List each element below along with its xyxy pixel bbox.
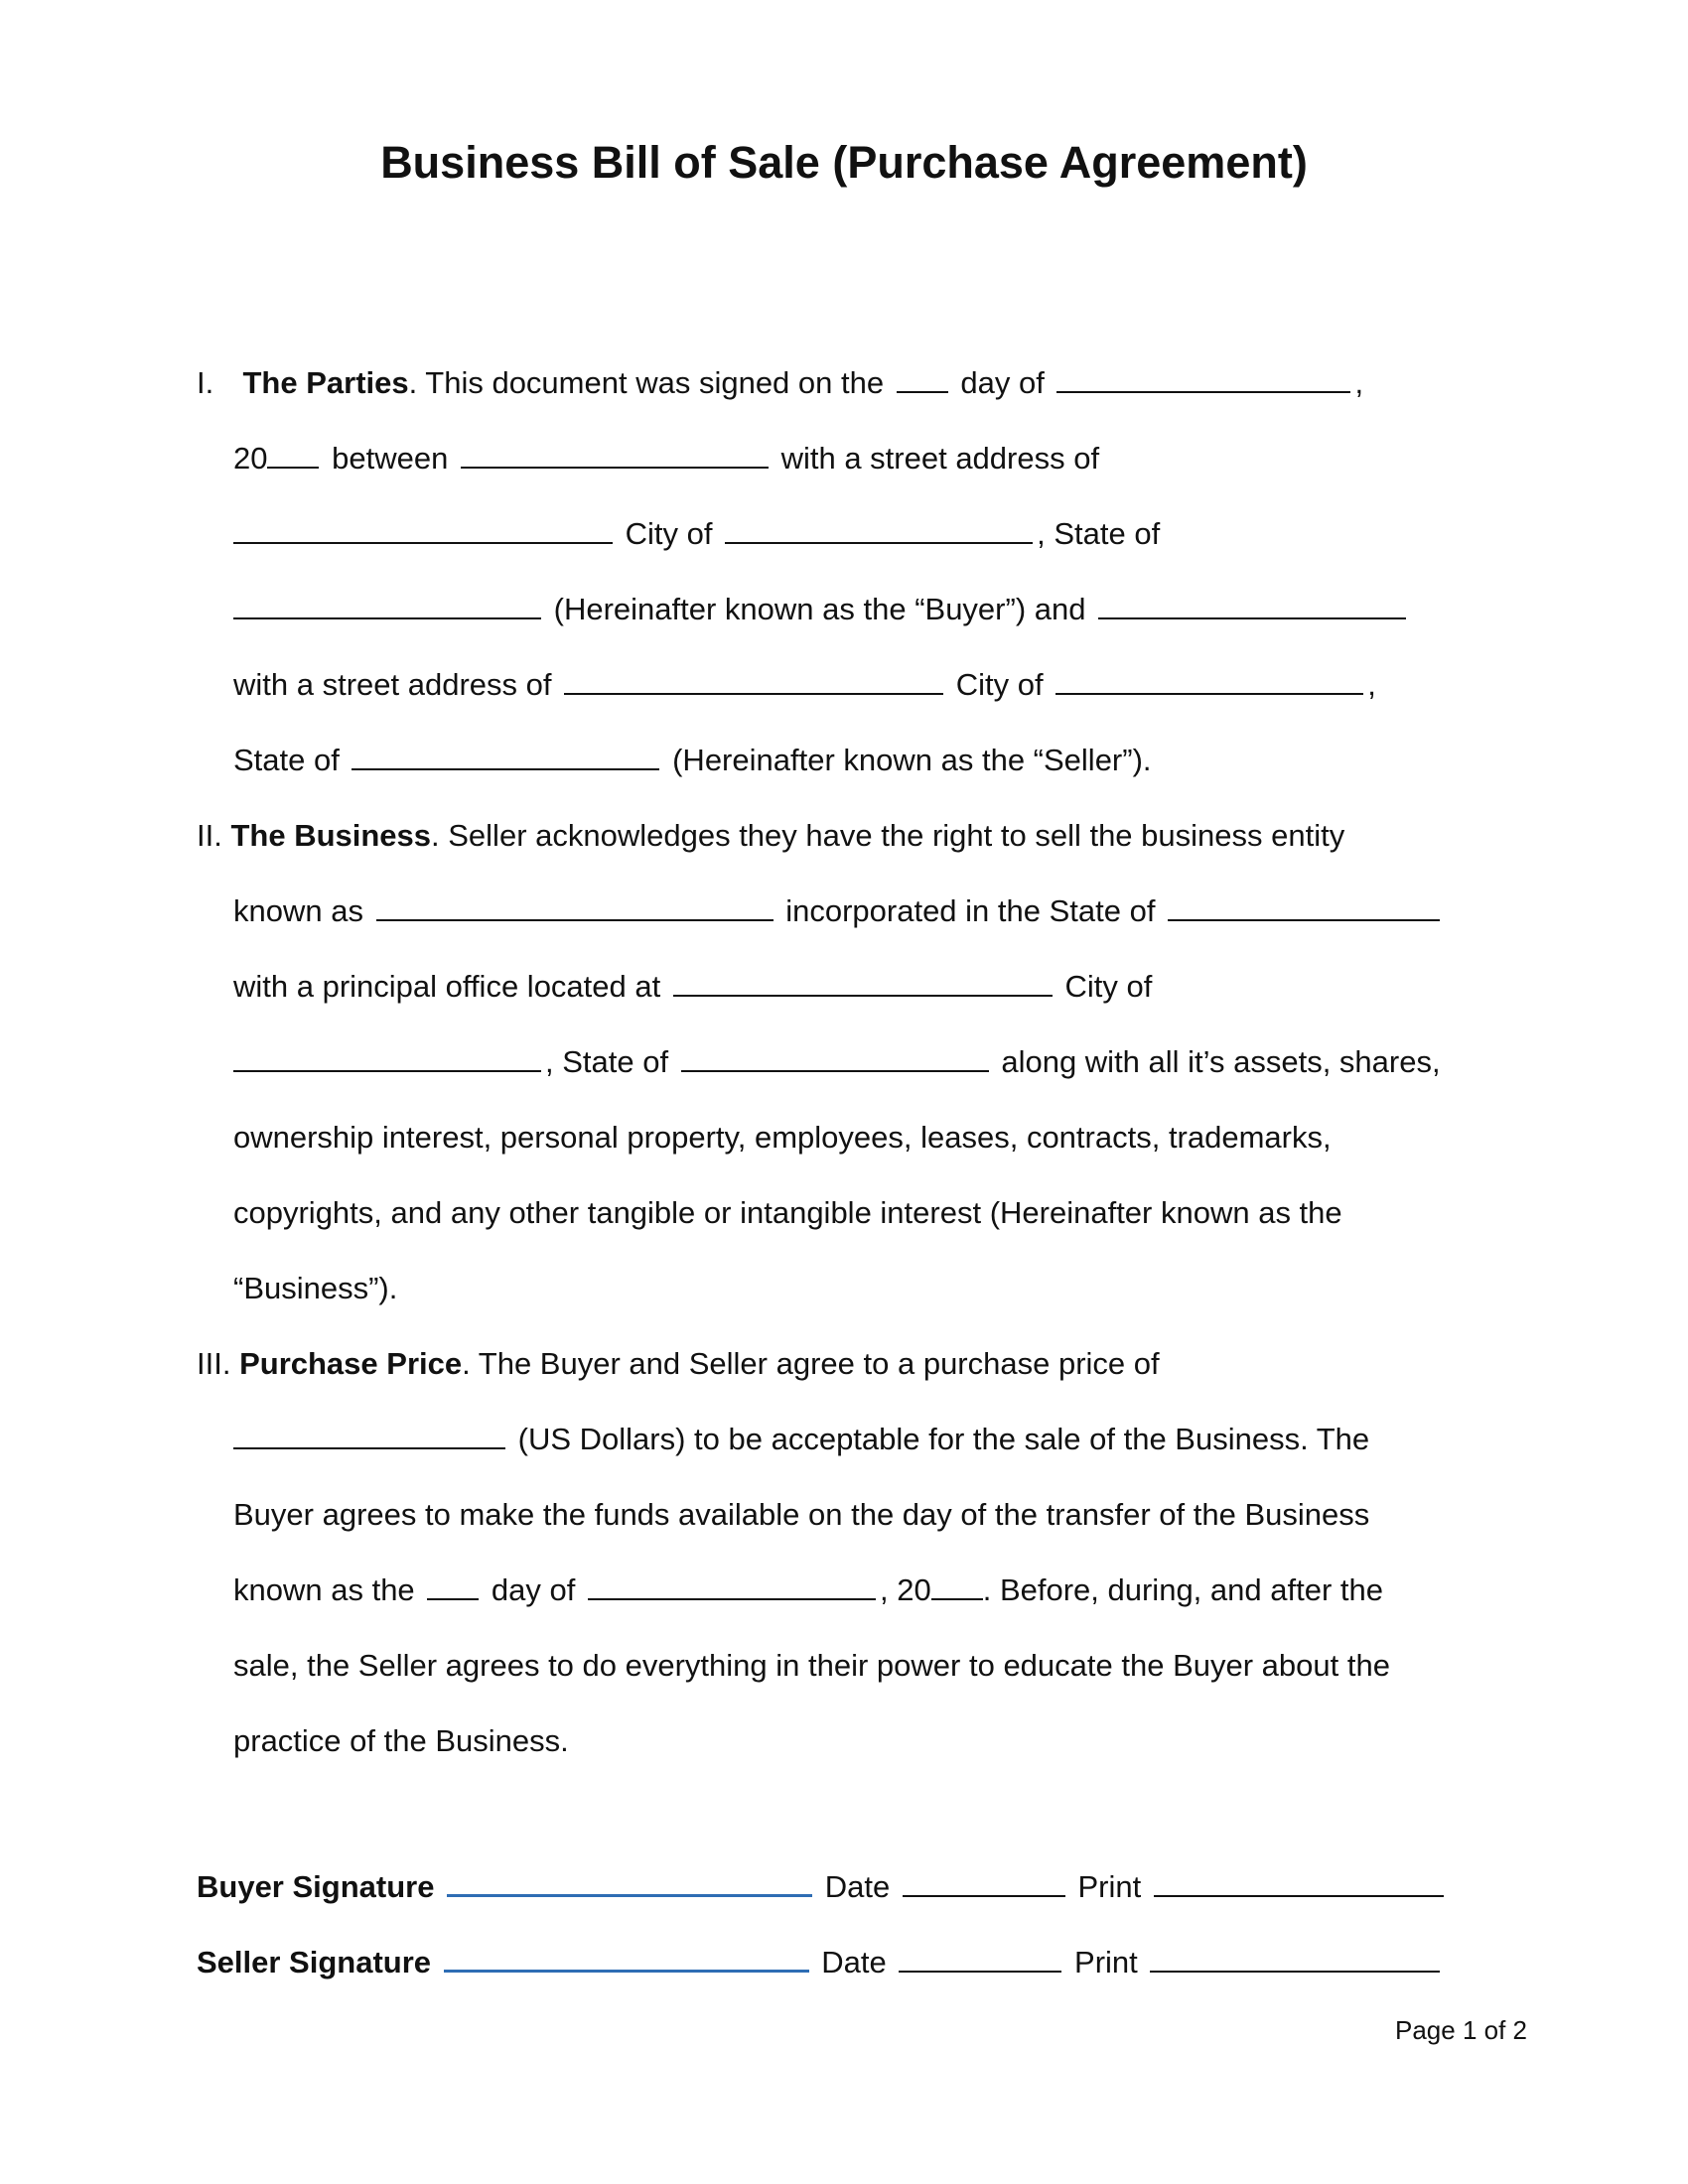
seller-date-field[interactable] <box>899 1943 1061 1973</box>
business-name-field[interactable] <box>376 891 774 921</box>
seller-print-label: Print <box>1074 1945 1138 1979</box>
signing-day-field[interactable] <box>897 363 948 393</box>
buyer-state-field[interactable] <box>233 590 541 619</box>
parties-line-1: I. The Parties. This document was signed on the day of , <box>197 365 1364 400</box>
buyer-date-field[interactable] <box>903 1867 1065 1897</box>
office-state-field[interactable] <box>681 1042 989 1072</box>
seller-print-field[interactable] <box>1150 1943 1440 1973</box>
section-numeral: III. <box>197 1346 231 1381</box>
parties-line-4: (Hereinafter known as the “Buyer”) and <box>233 590 1410 629</box>
seller-signature-field[interactable] <box>444 1942 809 1973</box>
parties-line-6: State of (Hereinafter known as the “Seller”). <box>233 743 1152 777</box>
section-heading-business: The Business <box>230 818 432 853</box>
buyer-street-field[interactable] <box>233 514 613 544</box>
business-line-1: II. The Business. Seller acknowledges they have the right to sell the business entity <box>197 818 1345 853</box>
business-line-4: , State of along with all it’s assets, shares, <box>233 1042 1441 1082</box>
seller-state-field[interactable] <box>352 741 659 770</box>
signing-month-field[interactable] <box>1056 363 1350 393</box>
seller-signature-row <box>197 1942 1444 1982</box>
transfer-day-field[interactable] <box>427 1570 479 1600</box>
buyer-print-label: Print <box>1077 1869 1142 1904</box>
buyer-print-field[interactable] <box>1154 1867 1444 1897</box>
parties-line-2: 20 between with a street address of <box>233 441 1100 476</box>
buyer-date-label: Date <box>824 1869 891 1904</box>
document-title: Business Bill of Sale (Purchase Agreement) <box>380 137 1308 188</box>
office-address-field[interactable] <box>673 967 1053 997</box>
price-line-6: practice of the Business. <box>233 1723 569 1758</box>
price-line-3: Buyer agrees to make the funds available on the day of the transfer of the Business <box>233 1497 1370 1532</box>
section-numeral: II. <box>197 818 222 853</box>
parties-line-3: City of , State of <box>233 514 1160 554</box>
transfer-month-field[interactable] <box>588 1570 876 1600</box>
buyer-city-field[interactable] <box>725 514 1033 544</box>
buyer-signature-label: Buyer Signature <box>197 1869 435 1904</box>
section-numeral: I. <box>197 365 214 400</box>
price-line-1: III. Purchase Price. The Buyer and Seller agree to a purchase price of <box>197 1346 1160 1381</box>
business-line-2: known as incorporated in the State of <box>233 891 1444 931</box>
buyer-name-field[interactable] <box>461 439 769 469</box>
seller-city-field[interactable] <box>1055 665 1363 695</box>
transfer-year-field[interactable] <box>931 1570 983 1600</box>
parties-line-5: with a street address of City of , <box>233 667 1376 702</box>
business-line-3: with a principal office located at City of <box>233 969 1153 1004</box>
seller-street-field[interactable] <box>564 665 943 695</box>
incorporation-state-field[interactable] <box>1168 891 1440 921</box>
purchase-price-field[interactable] <box>233 1420 505 1449</box>
price-line-5: sale, the Seller agrees to do everything in their power to educate the Buyer about the <box>233 1648 1390 1683</box>
business-line-6: copyrights, and any other tangible or intangible interest (Hereinafter known as the <box>233 1195 1342 1230</box>
page-number: Page 1 of 2 <box>1395 2015 1527 2045</box>
price-line-2: (US Dollars) to be acceptable for the sale of the Business. The <box>233 1420 1369 1459</box>
section-heading-purchase-price: Purchase Price <box>239 1346 463 1381</box>
seller-date-label: Date <box>821 1945 887 1979</box>
buyer-signature-row <box>197 1866 1448 1907</box>
section-heading-parties: The Parties <box>242 365 409 400</box>
business-line-7: “Business”). <box>233 1271 398 1305</box>
buyer-signature-field[interactable] <box>447 1866 812 1897</box>
seller-name-field[interactable] <box>1098 590 1406 619</box>
office-city-field[interactable] <box>233 1042 541 1072</box>
signing-year-field[interactable] <box>267 439 319 469</box>
seller-signature-label: Seller Signature <box>197 1945 432 1979</box>
business-line-5: ownership interest, personal property, employees, leases, contracts, trademarks, <box>233 1120 1332 1155</box>
price-line-4: known as the day of , 20 . Before, during, and after the <box>233 1572 1383 1607</box>
